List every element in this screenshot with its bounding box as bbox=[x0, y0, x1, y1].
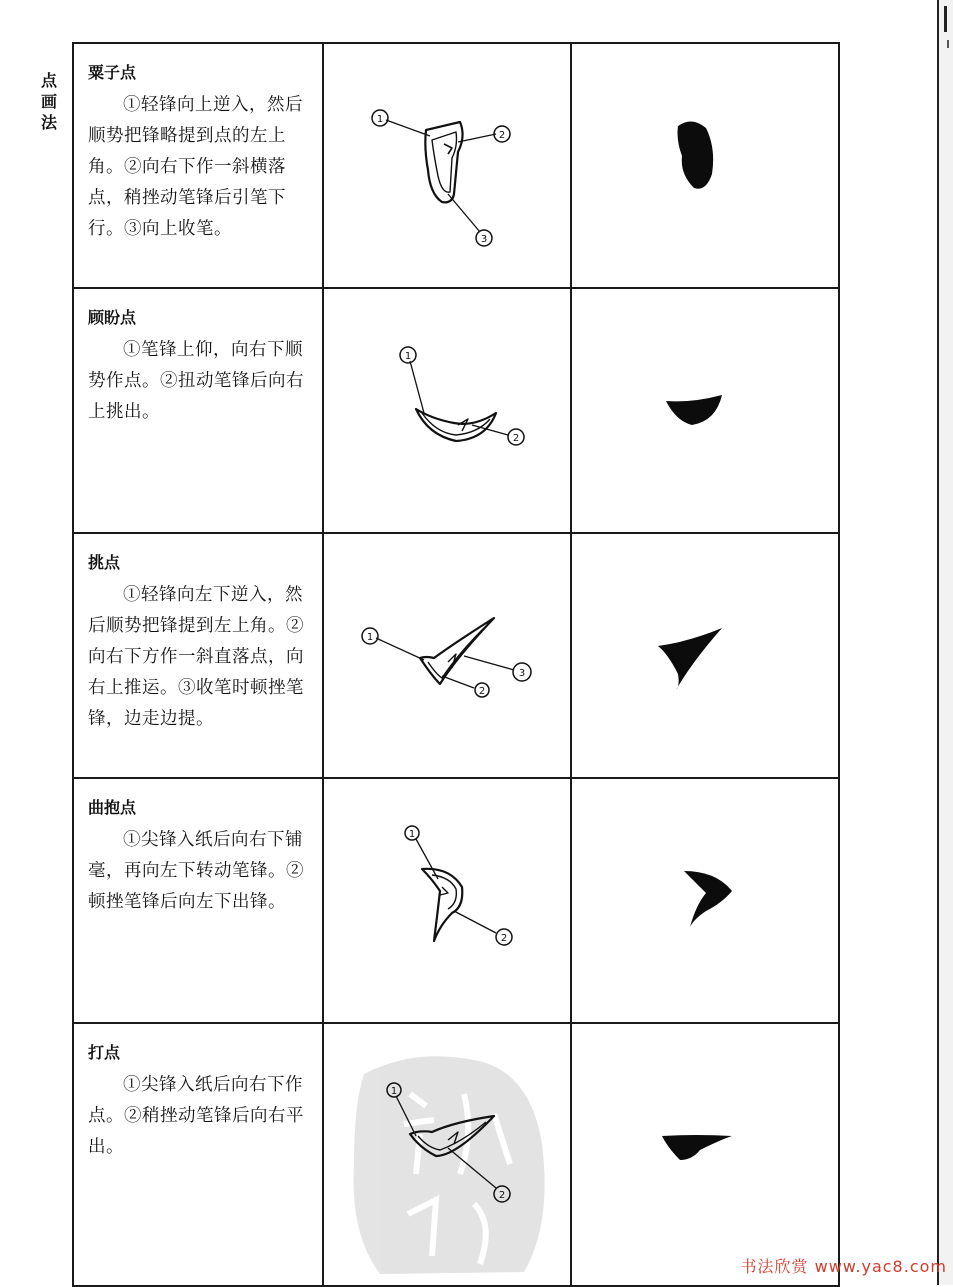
footer-site-credit: 书法欣赏 www.yac8.com bbox=[740, 1257, 947, 1276]
marker-label: 1 bbox=[366, 632, 374, 643]
brush-sample-svg bbox=[572, 1024, 842, 1285]
term-description: ①轻锋向上逆入，然后顺势把锋略提到点的左上角。②向右下作一斜横落点，稍挫动笔锋后引笔下行。③向上收笔。 bbox=[88, 95, 303, 239]
term-title: 顾盼点 bbox=[88, 308, 137, 327]
page-edge bbox=[937, 0, 953, 1285]
edge-tick bbox=[947, 40, 949, 48]
edge-mark bbox=[944, 6, 947, 32]
brush-sample-svg bbox=[572, 534, 842, 779]
brush-sample bbox=[570, 44, 840, 289]
marker-label: 2 bbox=[498, 130, 506, 141]
side-label-char: 法 bbox=[40, 113, 57, 132]
side-label-char: 画 bbox=[40, 92, 57, 111]
text-cell bbox=[72, 44, 322, 289]
marker-label: 1 bbox=[404, 351, 412, 362]
marker-label: 2 bbox=[512, 433, 520, 444]
text-cell bbox=[72, 289, 322, 534]
term-title: 挑点 bbox=[88, 553, 121, 572]
term-description: ①尖锋入纸后向右下作点。②稍挫动笔锋后向右平出。 bbox=[88, 1075, 304, 1157]
term-description: ①轻锋向左下逆入，然后顺势把锋提到左上角。②向右下方作一斜直落点，向右上推运。③收笔时顿挫笔锋，边走边提。 bbox=[88, 585, 304, 729]
text-cell bbox=[72, 779, 322, 1024]
side-label bbox=[38, 70, 60, 133]
marker-label: 3 bbox=[480, 234, 488, 245]
term-title: 打点 bbox=[88, 1043, 121, 1062]
marker-label: 1 bbox=[376, 114, 384, 125]
text-cell bbox=[72, 1024, 322, 1285]
marker-label: 1 bbox=[408, 829, 416, 840]
stroke-diagram bbox=[322, 534, 570, 779]
marker-label: 2 bbox=[498, 1190, 506, 1201]
stroke-diagram bbox=[322, 779, 570, 1024]
brush-sample-svg bbox=[572, 44, 842, 289]
stroke-diagram-svg bbox=[324, 289, 572, 534]
side-label-char: 点 bbox=[40, 71, 57, 90]
table-row bbox=[72, 1022, 840, 1287]
brush-sample bbox=[570, 1024, 840, 1285]
table-row bbox=[72, 42, 840, 289]
marker-label: 2 bbox=[500, 933, 508, 944]
stroke-diagram bbox=[322, 1024, 570, 1285]
marker-label: 1 bbox=[390, 1086, 398, 1097]
term-title: 曲抱点 bbox=[88, 798, 137, 817]
term-description: ①尖锋入纸后向右下铺毫，再向左下转动笔锋。②顿挫笔锋后向左下出锋。 bbox=[88, 830, 304, 912]
text-cell bbox=[72, 534, 322, 779]
brush-sample-svg bbox=[572, 779, 842, 1024]
stroke-diagram-svg bbox=[324, 44, 572, 289]
stroke-diagram-svg bbox=[324, 1024, 572, 1285]
brush-sample bbox=[570, 289, 840, 534]
table-row bbox=[72, 777, 840, 1024]
dot-technique-table bbox=[72, 42, 840, 1285]
brush-sample bbox=[570, 534, 840, 779]
stroke-diagram bbox=[322, 289, 570, 534]
term-title: 粟子点 bbox=[88, 63, 137, 82]
stroke-diagram-svg bbox=[324, 534, 572, 779]
marker-label: 2 bbox=[478, 686, 486, 697]
seal-watermark bbox=[354, 1056, 545, 1274]
term-description: ①笔锋上仰，向右下顺势作点。②扭动笔锋后向右上挑出。 bbox=[88, 340, 304, 422]
brush-sample bbox=[570, 779, 840, 1024]
stroke-diagram bbox=[322, 44, 570, 289]
marker-label: 3 bbox=[518, 668, 526, 679]
table-row bbox=[72, 287, 840, 534]
table-row bbox=[72, 532, 840, 779]
stroke-diagram-svg bbox=[324, 779, 572, 1024]
brush-sample-svg bbox=[572, 289, 842, 534]
